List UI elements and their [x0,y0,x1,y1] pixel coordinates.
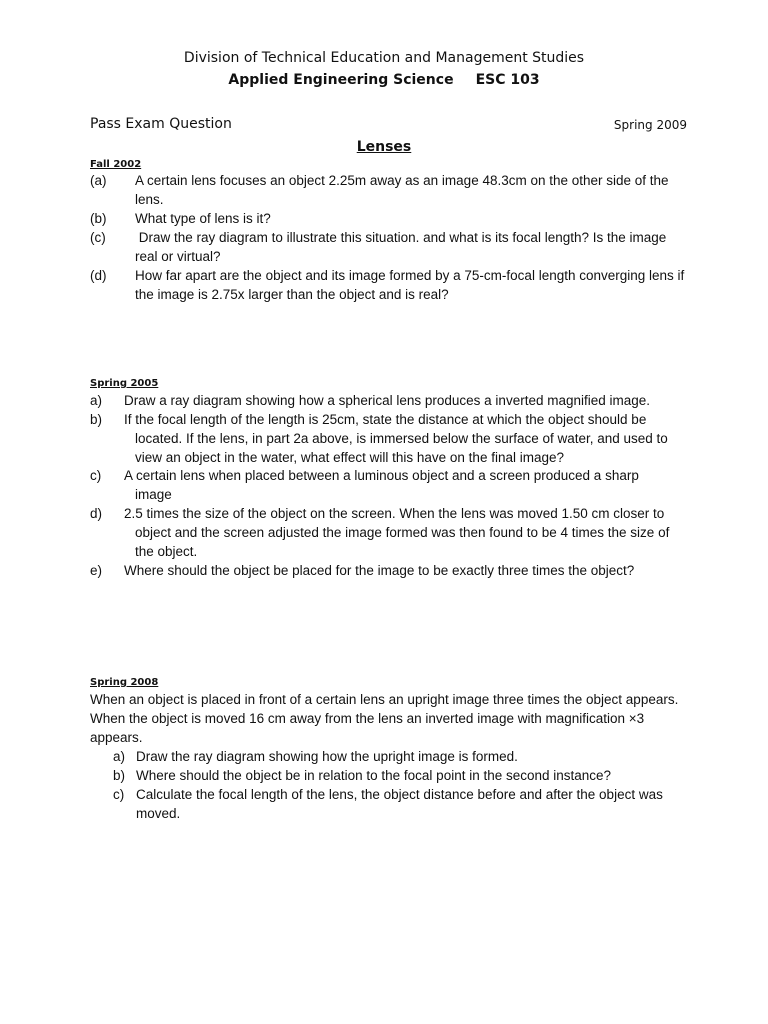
term-label: Spring 2009 [613,118,687,132]
question-label: (b) [90,211,107,226]
question-item [90,561,690,580]
topic-heading: Lenses [356,139,412,155]
question-item [90,410,690,467]
question-text-continued: located. If the lens, in part 2a above, is immersed below the surface of water, and used to view an object in the water, what effect will this have on the final image? [135,431,668,465]
question-text: How far apart are the object and its image formed by a 75-cm-focal length converging lens if the image is 2.75x larger than the object and is real? [135,268,685,302]
question-text: Where should the object be in relation to the focal point in the second instance? [136,768,612,783]
course-title [0,71,768,89]
question-text: A certain lens focuses an object 2.25m away as an image 48.3cm on the other side of the lens. [135,173,669,207]
question-label: (a) [90,173,107,188]
question-text: Draw a ray diagram showing how a spherical lens produces a inverted magnified image. [124,393,651,408]
question-item [90,171,690,209]
question-item [113,747,693,766]
question-intro: When an object is placed in front of a certain lens an upright image three times the object appears. When the object is moved 16 cm away from the lens an inverted image with magnification ×3 appears. [90,692,679,745]
question-label: b) [90,412,103,427]
question-item [90,228,690,266]
question-item [90,266,690,304]
section-heading: Spring 2008 [90,677,159,688]
section-heading: Spring 2005 [90,378,159,389]
question-text: Where should the object be placed for the image to be exactly three times the object? [124,563,635,578]
question-label: c) [113,787,125,802]
question-text: Calculate the focal length of the lens, the object distance before and after the object was moved. [136,787,663,821]
exam-type-label: Pass Exam Question [90,116,232,132]
question-text: 2.5 times the size of the object on the screen. When the lens was moved 1.50 cm closer to [124,506,665,521]
question-label: (d) [90,268,107,283]
question-text-continued: image [135,487,172,502]
question-text-continued: object and the screen adjusted the image formed was then found to be 4 times the size of the object. [135,525,670,559]
question-text: Draw the ray diagram showing how the upright image is formed. [136,749,518,764]
course-name: Applied Engineering Science [228,72,454,88]
question-item [90,504,690,561]
question-text: If the focal length of the length is 25cm, state the distance at which the object should be [124,412,647,427]
question-text: A certain lens when placed between a luminous object and a screen produced a sharp [124,468,639,483]
question-label: a) [90,393,103,408]
question-item [113,785,693,823]
question-item [90,209,690,228]
question-item [90,391,690,410]
section-heading: Fall 2002 [90,159,142,170]
division-title: Division of Technical Education and Management Studies [183,50,585,66]
course-code: ESC 103 [475,72,540,88]
question-item [113,766,693,785]
question-label: b) [113,768,126,783]
question-text: What type of lens is it? [135,211,271,226]
question-label: c) [90,468,102,483]
question-text: Draw the ray diagram to illustrate this situation. and what is its focal length? Is the image real or virtual? [135,230,671,264]
question-item [90,466,690,504]
question-label: e) [90,563,103,578]
question-label: (c) [90,230,106,245]
question-label: a) [113,749,126,764]
question-label: d) [90,506,103,521]
